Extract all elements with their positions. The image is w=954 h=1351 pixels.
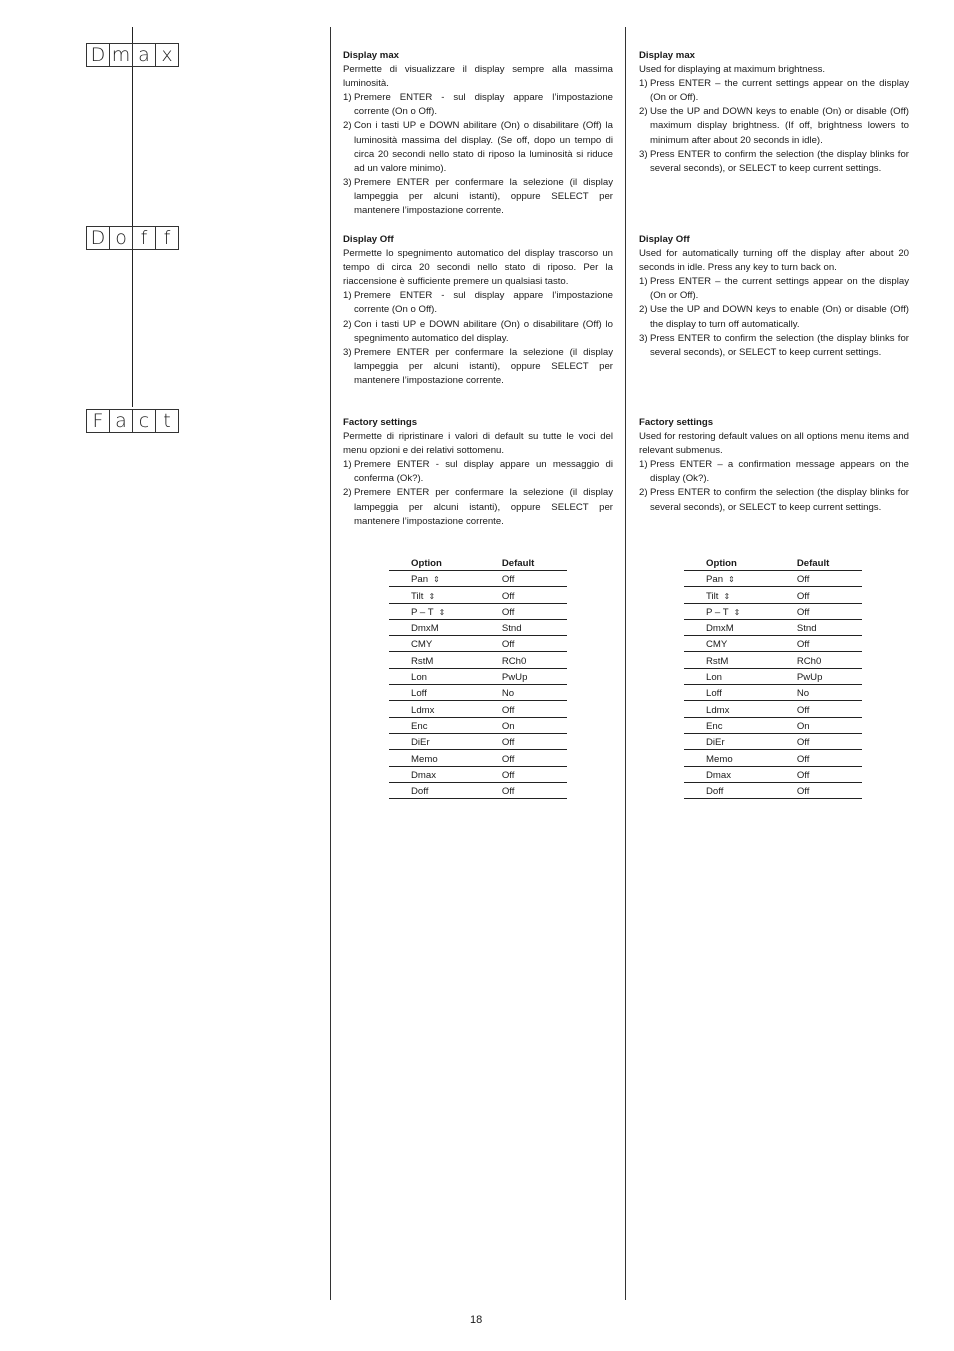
column-header-option: Option — [684, 556, 797, 571]
section-display-max-it — [343, 49, 613, 218]
up-down-arrows-icon: ⇕ — [733, 607, 741, 617]
default-cell: Off — [797, 750, 862, 766]
up-down-arrows-icon: ⇕ — [728, 575, 735, 585]
column-divider-right — [625, 27, 626, 1300]
section-title: Display max — [343, 50, 399, 61]
option-cell: DiEr — [684, 733, 797, 749]
table-row — [684, 782, 862, 798]
option-cell: P – T ⇕ — [389, 603, 502, 619]
table-row — [389, 668, 567, 684]
option-cell: Doff — [684, 782, 797, 798]
default-cell: Stnd — [797, 619, 862, 635]
table-row — [389, 636, 567, 652]
steps-list — [639, 275, 909, 360]
table-row — [389, 717, 567, 733]
section-intro: Permette lo spegnimento automatico del display trascorso un tempo di circa 20 secondi nello stato di riposo. Per la riaccensione è sufficiente premere un qualsiasi tasto. — [343, 248, 613, 288]
table-row — [389, 652, 567, 668]
section-intro: Used for automatically turning off the display after about 20 seconds in idle. Press any key to turn back on. — [639, 248, 909, 274]
defaults-table-it — [389, 556, 567, 799]
table-row — [684, 685, 862, 701]
default-cell: Off — [502, 636, 567, 652]
default-cell: Off — [502, 733, 567, 749]
lcd-display-dmax — [86, 43, 179, 67]
page-number: 18 — [470, 1314, 483, 1326]
default-cell: Off — [797, 571, 862, 587]
table-row — [389, 701, 567, 717]
section-factory-settings-en — [639, 416, 909, 515]
option-cell: Lon — [389, 668, 502, 684]
option-cell: DmxM — [389, 619, 502, 635]
table-row — [684, 603, 862, 619]
option-cell: Pan ⇕ — [389, 571, 502, 587]
section-factory-settings-it — [343, 416, 613, 529]
table-row — [684, 636, 862, 652]
step-item: 3) Press ENTER to confirm the selection (the display blinks for several seconds), or SELECT to keep current settings. — [639, 332, 909, 358]
option-cell: Memo — [684, 750, 797, 766]
table-row — [684, 766, 862, 782]
default-cell: No — [797, 685, 862, 701]
lcd-char: f — [155, 226, 179, 250]
option-cell: Loff — [684, 685, 797, 701]
section-intro: Used for restoring default values on all options menu items and relevant submenus. — [639, 431, 909, 457]
default-cell: Off — [797, 603, 862, 619]
section-display-max-en — [639, 49, 909, 176]
lcd-char: a — [132, 43, 156, 67]
section-title: Display Off — [343, 234, 394, 245]
steps-list — [343, 458, 613, 528]
default-cell: Off — [797, 587, 862, 603]
section-intro: Used for displaying at maximum brightness. — [639, 64, 826, 76]
lcd-char: c — [132, 409, 156, 433]
section-title: Display max — [639, 50, 695, 61]
step-item: 2) Con i tasti UP e DOWN abilitare (On) o disabilitare (Off) la luminosità massima del display. (Se off, dopo un tempo di circa 20 secondi nello stato di riposo la luminosità si riduce ad un valore minimo). — [343, 120, 613, 174]
table-row — [684, 587, 862, 603]
table-row — [389, 733, 567, 749]
default-cell: Off — [502, 766, 567, 782]
default-cell: No — [502, 685, 567, 701]
default-cell: Off — [502, 603, 567, 619]
step-item: 1) Press ENTER – the current settings appear on the display (On or Off). — [639, 78, 909, 104]
option-cell: RstM — [684, 652, 797, 668]
up-down-arrows-icon: ⇕ — [428, 591, 436, 601]
section-intro: Permette di ripristinare i valori di default su tutte le voci del menu opzioni e dei relativi sottomenu. — [343, 431, 613, 457]
section-intro: Permette di visualizzare il display sempre alla massima luminosità. — [343, 64, 613, 90]
default-cell: Off — [797, 733, 862, 749]
default-cell: Stnd — [502, 619, 567, 635]
table-row — [389, 766, 567, 782]
steps-list — [639, 458, 909, 514]
table-row — [389, 619, 567, 635]
default-cell: On — [797, 717, 862, 733]
table-row — [389, 587, 567, 603]
column-header-default: Default — [502, 556, 567, 571]
column-header-default: Default — [797, 556, 862, 571]
table-row — [389, 571, 567, 587]
lcd-char: f — [132, 226, 156, 250]
option-cell: Lon — [684, 668, 797, 684]
table-row — [389, 603, 567, 619]
lcd-char: o — [109, 226, 133, 250]
option-cell: Memo — [389, 750, 502, 766]
default-cell: Off — [797, 636, 862, 652]
lcd-char: t — [155, 409, 179, 433]
option-cell: Ldmx — [684, 701, 797, 717]
default-cell: Off — [502, 782, 567, 798]
option-cell: CMY — [684, 636, 797, 652]
table-row — [684, 619, 862, 635]
table-row — [684, 652, 862, 668]
default-cell: Off — [502, 571, 567, 587]
step-item: 2) Con i tasti UP e DOWN abilitare (On) o disabilitare (Off) lo spegnimento automatico del display. — [343, 318, 613, 344]
option-cell: Pan ⇕ — [684, 571, 797, 587]
default-cell: Off — [502, 701, 567, 717]
step-item: 1) Press ENTER – the current settings appear on the display (On or Off). — [639, 276, 909, 302]
default-cell: Off — [797, 766, 862, 782]
option-cell: Dmax — [389, 766, 502, 782]
default-cell: Off — [797, 701, 862, 717]
step-item: 1) Premere ENTER - sul display appare un messaggio di conferma (Ok?). — [343, 459, 613, 485]
option-cell: RstM — [389, 652, 502, 668]
default-cell: Off — [502, 750, 567, 766]
column-header-option: Option — [389, 556, 502, 571]
lcd-char: D — [86, 226, 110, 250]
default-cell: RCh0 — [502, 652, 567, 668]
table-row — [684, 750, 862, 766]
lcd-char: m — [109, 43, 133, 67]
option-cell: Enc — [684, 717, 797, 733]
option-cell: Tilt ⇕ — [684, 587, 797, 603]
option-cell: Doff — [389, 782, 502, 798]
column-divider-left — [330, 27, 331, 1300]
step-item: 2) Premere ENTER per confermare la selezione (il display lampeggia per alcuni istanti), oppure SELECT per mantenere l’impostazione corrente. — [343, 487, 613, 527]
lcd-char: D — [86, 43, 110, 67]
table-row — [684, 668, 862, 684]
step-item: 2) Press ENTER to confirm the selection (the display blinks for several seconds), or SELECT to keep current settings. — [639, 487, 909, 513]
step-item: 1) Premere ENTER - sul display appare l’impostazione corrente (On o Off). — [343, 290, 613, 316]
step-item: 2) Use the UP and DOWN keys to enable (On) or disable (Off) the display to turn off automatically. — [639, 304, 909, 330]
steps-list — [343, 289, 613, 388]
lcd-char: x — [155, 43, 179, 67]
step-item: 3) Press ENTER to confirm the selection (the display blinks for several seconds), or SELECT to keep current settings. — [639, 148, 909, 174]
step-item: 1) Premere ENTER - sul display appare l’impostazione corrente (On o Off). — [343, 92, 613, 118]
option-cell: Enc — [389, 717, 502, 733]
option-cell: Tilt ⇕ — [389, 587, 502, 603]
menu-tree-line — [132, 27, 133, 407]
up-down-arrows-icon: ⇕ — [723, 591, 731, 601]
option-cell: Ldmx — [389, 701, 502, 717]
lcd-display-doff — [86, 226, 179, 250]
default-cell: Off — [797, 782, 862, 798]
steps-list — [343, 91, 613, 218]
section-display-off-en — [639, 233, 909, 360]
section-title: Factory settings — [639, 417, 714, 428]
section-title: Factory settings — [343, 417, 418, 428]
lcd-char: F — [86, 409, 110, 433]
lcd-char: a — [109, 409, 133, 433]
table-row — [684, 717, 862, 733]
default-cell: PwUp — [797, 668, 862, 684]
table-row — [684, 701, 862, 717]
table-row — [389, 750, 567, 766]
step-item: 1) Press ENTER – a confirmation message appears on the display (Ok?). — [639, 459, 909, 485]
up-down-arrows-icon: ⇕ — [433, 575, 440, 585]
steps-list — [639, 77, 909, 176]
step-item: 3) Premere ENTER per confermare la selezione (il display lampeggia per alcuni istanti), oppure SELECT per mantenere l’impostazione corrente. — [343, 346, 613, 386]
option-cell: DmxM — [684, 619, 797, 635]
table-row — [684, 571, 862, 587]
option-cell: P – T ⇕ — [684, 603, 797, 619]
default-cell: RCh0 — [797, 652, 862, 668]
table-row — [389, 685, 567, 701]
defaults-table-en — [684, 556, 862, 799]
option-cell: Loff — [389, 685, 502, 701]
step-item: 3) Premere ENTER per confermare la selezione (il display lampeggia per alcuni istanti), oppure SELECT per mantenere l’impostazione corrente. — [343, 176, 613, 217]
up-down-arrows-icon: ⇕ — [438, 607, 446, 617]
table-row — [684, 733, 862, 749]
option-cell: CMY — [389, 636, 502, 652]
section-title: Display Off — [639, 234, 690, 245]
default-cell: Off — [502, 587, 567, 603]
default-cell: On — [502, 717, 567, 733]
lcd-display-fact — [86, 409, 179, 433]
default-cell: PwUp — [502, 668, 567, 684]
option-cell: Dmax — [684, 766, 797, 782]
option-cell: DiEr — [389, 733, 502, 749]
section-display-off-it — [343, 233, 613, 388]
step-item: 2) Use the UP and DOWN keys to enable (On) or disable (Off) maximum display brightness. (If off, brightness lowers to minimum after about 20 seconds in idle). — [639, 106, 909, 146]
table-row — [389, 782, 567, 798]
